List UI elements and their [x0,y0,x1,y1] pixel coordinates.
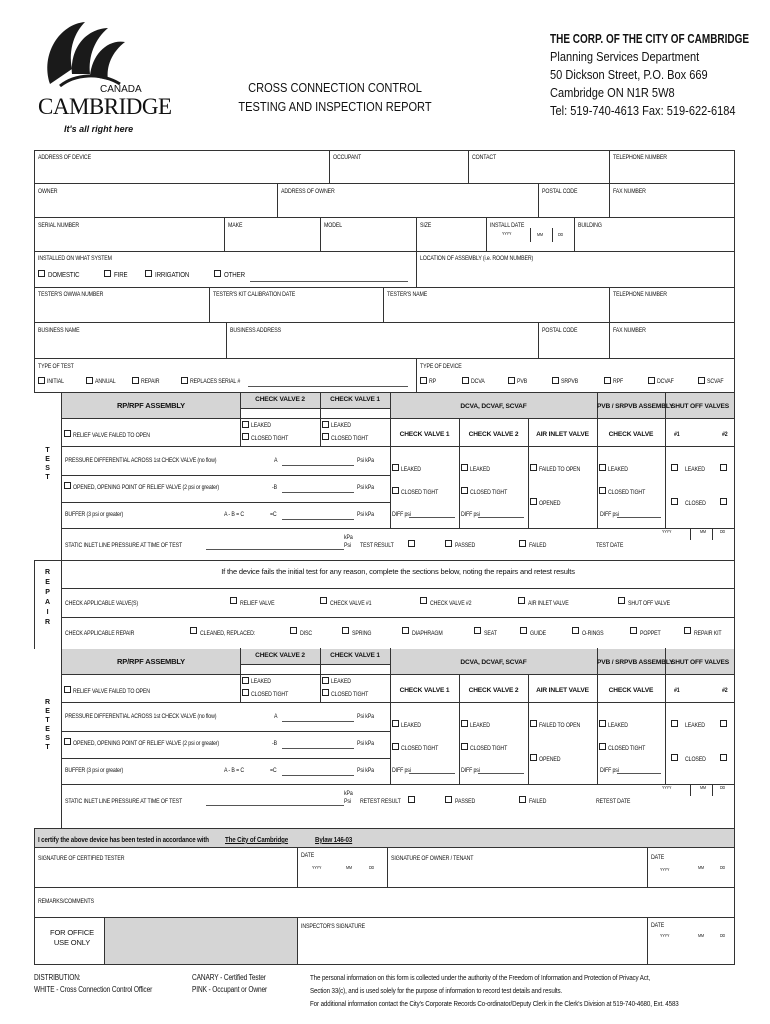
test-pvb-closed-label: CLOSED TIGHT [608,489,646,496]
retest-so1-leaked-checkbox[interactable] [671,720,678,727]
footer-canary: CANARY - Certified Tester [192,973,266,982]
test-date-mm: MM [700,529,706,534]
test-so-leaked-label: LEAKED [685,466,705,473]
retest-pvb-leaked-label: LEAKED [608,722,628,729]
dcvaf-label: DCVAF [657,378,674,385]
test-b-input[interactable] [282,492,354,493]
other-input[interactable] [250,281,408,282]
fax2-field[interactable]: FAX NUMBER [613,327,646,334]
rp-label: RP [429,378,437,385]
annual-label: ANNUAL [95,378,116,385]
retest-date-mm: MM [700,785,706,790]
retest-cv2-head: CHECK VALVE 2 [255,652,305,659]
test-b-label: -B [272,484,277,491]
retest-a-label: A [274,713,278,720]
city-logo [30,14,172,139]
rpf-label: RPF [613,378,624,385]
pvb-label: PVB [517,378,528,385]
certified-tester-signature[interactable]: SIGNATURE OF CERTIFIED TESTER [38,855,125,862]
relief-valve-label: RELIEF VALVE [240,600,275,607]
testers-owwa-field[interactable]: TESTER'S OWWA NUMBER [38,291,104,298]
retest-cv2-leaked-checkbox[interactable] [242,677,249,684]
replaces-label: REPLACES SERIAL # [190,378,241,385]
replaces-checkbox[interactable] [181,377,188,384]
office-date-mm: MM [698,933,704,938]
test-pvb-leaked-checkbox[interactable] [599,464,606,471]
retest-air-opened-checkbox[interactable] [530,754,537,761]
cv1-repair-label: CHECK VALVE #1 [330,600,372,607]
annual-checkbox[interactable] [86,377,93,384]
other-checkbox[interactable] [214,270,221,277]
retest-air-failed-checkbox[interactable] [530,720,537,727]
retest-so2-closed-checkbox[interactable] [720,754,727,761]
logo-swirl-icon [30,14,150,94]
retest-a-input[interactable] [282,721,354,722]
retest-so1-closed-checkbox[interactable] [671,754,678,761]
repair-side-label: R E P A I R [45,569,50,626]
fax-field[interactable]: FAX NUMBER [613,188,646,195]
retest-kpa-label: kPa [344,790,353,797]
type-of-device-label: TYPE OF DEVICE [420,363,462,370]
owner-date-label[interactable]: DATE [651,854,665,861]
test-date-dd: DD [720,529,726,534]
test-psi-kpa-c: Psi kPa [357,511,374,518]
test-n2-head: #2 [722,431,728,438]
test-cv2-closed-checkbox[interactable] [242,433,249,440]
test-kpa-label: kPa [344,534,353,541]
retest-section [34,648,735,828]
address-of-owner-field[interactable]: ADDRESS OF OWNER [281,188,335,195]
install-mm: MM [537,232,543,237]
retest-pvb-closed-label: CLOSED TIGHT [608,745,646,752]
owner-date-dd: DD [720,865,726,870]
fire-checkbox[interactable] [104,270,111,277]
retest-failed-checkbox[interactable] [519,796,526,803]
make-field[interactable]: MAKE [228,222,243,229]
business-address-field[interactable]: BUSINESS ADDRESS [230,327,282,334]
install-date-field[interactable]: INSTALL DATE [490,222,525,229]
spring-checkbox[interactable] [342,627,349,634]
retest-dc1-leaked-checkbox[interactable] [392,720,399,727]
repair-note: If the device fails the initial test for any reason, complete the sections below, noting the repairs and retest results [221,567,575,576]
office-date-label[interactable]: DATE [651,922,665,929]
test-cv1-closed-checkbox[interactable] [322,433,329,440]
pvb-checkbox[interactable] [508,377,515,384]
test-buffer-label: BUFFER (3 psi or greater) [65,511,124,518]
test-dc1-diff-input[interactable] [409,517,455,518]
domestic-label: DOMESTIC [48,270,80,279]
retest-date-dd: DD [720,785,726,790]
office-date-dd: DD [720,933,726,938]
page-title: CROSS CONNECTION CONTROL TESTING AND INSPECTION REPORT [238,80,432,114]
footer-white: WHITE - Cross Connection Control Officer [34,985,153,994]
retest-check-valve-head: CHECK VALVE [608,687,654,694]
retest-cv1-head: CHECK VALVE 1 [330,652,380,659]
retest-so-closed-label: CLOSED [685,756,706,763]
retest-passed-checkbox[interactable] [445,796,452,803]
retest-so-leaked-label: LEAKED [685,722,705,729]
owner-date-yyyy: YYYY [660,867,670,872]
retest-cv1-leaked-checkbox[interactable] [322,677,329,684]
check-valves-label: CHECK APPLICABLE VALVE(S) [65,600,139,607]
retest-pressure-diff-label: PRESSURE DIFFERENTIAL ACROSS 1st CHECK VALVE (no flow) [65,713,217,720]
retest-psi-kpa-c: Psi kPa [357,767,374,774]
diaphragm-label: DIAPHRAGM [412,630,443,637]
retest-cv1-leaked-label: LEAKED [331,678,351,685]
location-field[interactable]: LOCATION OF ASSEMBLY (i.e. ROOM NUMBER) [420,255,534,262]
testers-name-field[interactable]: TESTER'S NAME [387,291,428,298]
footer-distribution: DISTRIBUTION: [34,973,81,982]
retest-relief-failed-checkbox[interactable] [64,686,71,693]
test-cv2-leaked-label: LEAKED [251,422,271,429]
retest-air-failed-label: FAILED TO OPEN [539,722,581,729]
office-use-label: FOR OFFICE USE ONLY [50,928,94,947]
test-relief-failed-checkbox[interactable] [64,430,71,437]
retest-dc2-diff-label: DIFF psi [461,767,480,774]
cv2-repair-label: CHECK VALVE #2 [430,600,472,607]
shut-off-repair-checkbox[interactable] [618,597,625,604]
test-pressure-diff-label: PRESSURE DIFFERENTIAL ACROSS 1st CHECK VALVE (no flow) [65,457,217,464]
retest-dc2-diff-input[interactable] [478,773,524,774]
test-so1-closed-checkbox[interactable] [671,498,678,505]
owner-date-mm: MM [698,865,704,870]
test-cv2-closed-label: CLOSED TIGHT [251,435,289,442]
seat-label: SEAT [484,630,497,637]
scvaf-label: SCVAF [707,378,724,385]
replaces-serial-input[interactable] [248,386,408,387]
footer-privacy-3: For additional information contact the City's Corporate Records Co-ordinator/Deputy Clerk in the Clerk's Division at 519-740-4680, Ext. 4583 [310,999,679,1008]
owner-tenant-signature[interactable]: SIGNATURE OF OWNER / TENANT [391,855,474,862]
test-dc1-diff-label: DIFF psi [392,511,411,518]
tester-date-dd: DD [369,865,375,870]
spring-label: SPRING [352,630,372,637]
certify-text: I certify the above device has been tested in accordance with [38,835,209,844]
logo-country: CANADA [100,84,142,95]
cleaned-checkbox[interactable] [190,627,197,634]
retest-dc1-leaked-label: LEAKED [401,722,421,729]
diaphragm-checkbox[interactable] [402,627,409,634]
repair-label: REPAIR [141,378,160,385]
logo-tagline: It's all right here [64,124,134,134]
test-c-input[interactable] [282,519,354,520]
test-psi-kpa-b: Psi kPa [357,484,374,491]
size-field[interactable]: SIZE [420,222,432,229]
test-result-label: TEST RESULT [360,542,394,549]
test-dc-cv1-head: CHECK VALVE 1 [399,431,450,438]
test-static-inlet-label: STATIC INLET LINE PRESSURE AT TIME OF TEST [65,542,183,549]
repair-checkbox[interactable] [132,377,139,384]
dcva-label: DCVA [471,378,485,385]
repair-kit-label: REPAIR KIT [694,630,722,637]
test-air-failed-label: FAILED TO OPEN [539,466,581,473]
test-cv1-head: CHECK VALVE 1 [330,396,380,403]
test-dc-cv2-head: CHECK VALVE 2 [468,431,519,438]
owner-field[interactable]: OWNER [38,188,58,195]
telephone2-field[interactable]: TELEPHONE NUMBER [613,291,667,298]
air-inlet-repair-label: AIR INLET VALVE [528,600,569,607]
guide-checkbox[interactable] [520,627,527,634]
test-dc2-leaked-label: LEAKED [470,466,490,473]
logo-city: CAMBRIDGE [38,94,172,119]
retest-dc1-diff-input[interactable] [409,773,455,774]
retest-static-inlet-input[interactable] [206,805,344,806]
certify-bylaw: Bylaw 146-03 [315,835,353,844]
test-n1-head: #1 [674,431,680,438]
footer-pink: PINK - Occupant or Owner [192,985,268,994]
footer-privacy-1: The personal information on this form is collected under the authority of the Freedom of Information and Protection of Privacy Act, [310,973,651,982]
retest-cv2-closed-checkbox[interactable] [242,689,249,696]
test-psi-kpa-a: Psi kPa [357,457,374,464]
retest-pvb-diff-label: DIFF psi [600,767,619,774]
initial-checkbox[interactable] [38,377,45,384]
orings-label: O-RINGS [582,630,604,637]
address-of-device-field[interactable]: ADDRESS OF DEVICE [38,154,91,161]
retest-n1-head: #1 [674,687,680,694]
retest-pvb-leaked-checkbox[interactable] [599,720,606,727]
test-side-label: T E S T [45,447,50,481]
test-passed-label: PASSED [455,542,476,549]
retest-pvb-closed-checkbox[interactable] [599,743,606,750]
retest-dc1-closed-checkbox[interactable] [392,743,399,750]
retest-failed-label: FAILED [529,798,547,805]
test-dc2-closed-checkbox[interactable] [461,487,468,494]
shut-off-repair-label: SHUT OFF VALVE [628,600,670,607]
retest-shutoff-head: SHUT OFF VALVES [671,659,729,666]
orings-checkbox[interactable] [572,627,579,634]
tester-date-label[interactable]: DATE [301,852,315,859]
retest-cv1-closed-checkbox[interactable] [322,689,329,696]
retest-pvb-head: PVB / SRPVB ASSEMBLY [597,659,674,666]
relief-valve-checkbox[interactable] [230,597,237,604]
test-cv2-head: CHECK VALVE 2 [255,396,305,403]
domestic-checkbox[interactable] [38,270,45,277]
rp-checkbox[interactable] [420,377,427,384]
testers-kit-field[interactable]: TESTER'S KIT CALIBRATION DATE [213,291,296,298]
retest-dc1-closed-label: CLOSED TIGHT [401,745,439,752]
test-dc1-closed-checkbox[interactable] [392,487,399,494]
test-cv1-closed-label: CLOSED TIGHT [331,435,369,442]
test-pvb-diff-input[interactable] [617,517,661,518]
retest-pvb-diff-input[interactable] [617,773,661,774]
test-date-yyyy: YYYY [662,529,672,534]
test-cv1-leaked-label: LEAKED [331,422,351,429]
retest-cv2-closed-label: CLOSED TIGHT [251,691,289,698]
irrigation-checkbox[interactable] [145,270,152,277]
test-air-opened-checkbox[interactable] [530,498,537,505]
postal-code-field[interactable]: POSTAL CODE [542,188,578,195]
air-inlet-repair-checkbox[interactable] [518,597,525,604]
retest-b-input[interactable] [282,748,354,749]
test-dc2-diff-input[interactable] [478,517,524,518]
occupant-field[interactable]: OCCUPANT [333,154,362,161]
test-passed-checkbox[interactable] [445,540,452,547]
postal-code2-field[interactable]: POSTAL CODE [542,327,578,334]
test-so1-leaked-checkbox[interactable] [671,464,678,471]
test-result-input[interactable] [408,540,415,547]
poppet-label: POPPET [640,630,661,637]
test-cv1-leaked-checkbox[interactable] [322,421,329,428]
retest-rp-head: RP/RPF ASSEMBLY [116,657,186,666]
srpvb-checkbox[interactable] [552,377,559,384]
test-dc2-leaked-checkbox[interactable] [461,464,468,471]
retest-dc2-closed-label: CLOSED TIGHT [470,745,508,752]
retest-dc-cv1-head: CHECK VALVE 1 [399,687,450,694]
guide-label: GUIDE [530,630,546,637]
retest-passed-label: PASSED [455,798,476,805]
footer-privacy-2: Section 33(c), and is used solely for the purpose of information to record test details and results. [310,986,563,995]
retest-psi-kpa-a: Psi kPa [357,713,374,720]
other-label: OTHER [224,270,245,279]
test-air-inlet-head: AIR INLET VALVE [536,431,589,438]
retest-c-input[interactable] [282,775,354,776]
dcva-checkbox[interactable] [462,377,469,384]
tester-date-mm: MM [346,865,352,870]
test-c-label: =C [270,511,277,518]
building-field[interactable]: BUILDING [578,222,602,229]
test-shutoff-head: SHUT OFF VALVES [671,403,729,410]
serial-number-field[interactable]: SERIAL NUMBER [38,222,80,229]
cv2-repair-checkbox[interactable] [420,597,427,604]
retest-b-label: -B [272,740,277,747]
remarks-field[interactable]: REMARKS/COMMENTS [38,898,94,905]
retest-dc-cv2-head: CHECK VALVE 2 [468,687,519,694]
test-so-closed-label: CLOSED [685,500,706,507]
fire-label: FIRE [114,270,128,279]
telephone-field[interactable]: TELEPHONE NUMBER [613,154,667,161]
test-air-opened-label: OPENED [539,500,561,507]
retest-dc2-leaked-checkbox[interactable] [461,720,468,727]
retest-buffer-label: BUFFER (3 psi or greater) [65,767,124,774]
test-pvb-closed-checkbox[interactable] [599,487,606,494]
retest-cv1-closed-label: CLOSED TIGHT [331,691,369,698]
test-dc1-leaked-label: LEAKED [401,466,421,473]
initial-label: INITIAL [47,378,64,385]
disc-label: DISC [300,630,313,637]
retest-dc2-leaked-label: LEAKED [470,722,490,729]
retest-air-inlet-head: AIR INLET VALVE [536,687,589,694]
cv1-repair-checkbox[interactable] [320,597,327,604]
test-so2-leaked-checkbox[interactable] [720,464,727,471]
seat-checkbox[interactable] [474,627,481,634]
test-dc1-closed-label: CLOSED TIGHT [401,489,439,496]
test-so2-closed-checkbox[interactable] [720,498,727,505]
model-field[interactable]: MODEL [324,222,343,229]
retest-opened-point-label: OPENED, OPENING POINT OF RELIEF VALVE (2 psi or greater) [73,740,219,747]
irrigation-label: IRRIGATION [155,270,190,279]
retest-air-opened-label: OPENED [539,756,561,763]
test-a-label: A [274,457,278,464]
test-failed-label: FAILED [529,542,547,549]
test-dcva-head: DCVA, DCVAF, SCVAF [460,403,527,410]
test-failed-checkbox[interactable] [519,540,526,547]
retest-n2-head: #2 [722,687,728,694]
test-rp-head: RP/RPF ASSEMBLY [116,401,186,410]
check-repair-label: CHECK APPLICABLE REPAIR [65,630,135,637]
type-of-test-label: TYPE OF TEST [38,363,74,370]
test-air-failed-checkbox[interactable] [530,464,537,471]
office-date-yyyy: YYYY [660,933,670,938]
test-abc-label: A - B = C [224,511,245,518]
retest-result-input[interactable] [408,796,415,803]
test-pvb-diff-label: DIFF psi [600,511,619,518]
inspector-signature[interactable]: INSPECTOR'S SIGNATURE [301,923,366,930]
test-section [34,392,735,560]
test-relief-failed-label: RELIEF VALVE FAILED TO OPEN [73,432,150,439]
business-name-field[interactable]: BUSINESS NAME [38,327,80,334]
retest-result-label: RETEST RESULT [360,798,401,805]
test-cv2-leaked-checkbox[interactable] [242,421,249,428]
retest-date-label: RETEST DATE [596,798,631,805]
install-dd: DD [558,232,564,237]
test-psi-label: Psi [344,542,351,549]
retest-side-label: R E T E S T [45,699,50,751]
repair-kit-checkbox[interactable] [684,627,691,634]
installed-on-label: INSTALLED ON WHAT SYSTEM [38,255,112,262]
test-pvb-leaked-label: LEAKED [608,466,628,473]
rpf-checkbox[interactable] [604,377,611,384]
retest-dcva-head: DCVA, DCVAF, SCVAF [460,659,527,666]
retest-psi-kpa-b: Psi kPa [357,740,374,747]
test-date-label: TEST DATE [596,542,624,549]
retest-dc2-closed-checkbox[interactable] [461,743,468,750]
test-opened-point-label: OPENED, OPENING POINT OF RELIEF VALVE (2 psi or greater) [73,484,219,491]
test-static-inlet-input[interactable] [206,549,344,550]
test-pvb-head: PVB / SRPVB ASSEMBLY [597,403,674,410]
test-opened-point-checkbox[interactable] [64,482,71,489]
test-dc2-diff-label: DIFF psi [461,511,480,518]
retest-abc-label: A - B = C [224,767,245,774]
dcvaf-checkbox[interactable] [648,377,655,384]
retest-date-yyyy: YYYY [662,785,672,790]
scvaf-checkbox[interactable] [698,377,705,384]
test-dc2-closed-label: CLOSED TIGHT [470,489,508,496]
certify-city: The City of Cambridge [225,835,289,844]
poppet-checkbox[interactable] [630,627,637,634]
cleaned-label: CLEANED, REPLACED: [200,630,256,637]
tester-date-yyyy: YYYY [312,865,322,870]
retest-relief-failed-label: RELIEF VALVE FAILED TO OPEN [73,688,150,695]
test-a-input[interactable] [282,465,354,466]
test-dc1-leaked-checkbox[interactable] [392,464,399,471]
test-check-valve-head: CHECK VALVE [608,431,654,438]
retest-c-label: =C [270,767,277,774]
retest-so2-leaked-checkbox[interactable] [720,720,727,727]
contact-field[interactable]: CONTACT [472,154,497,161]
org-address: THE CORP. OF THE CITY OF CAMBRIDGE Planning Services Department 50 Dickson Street, P.O. Box 669 Cambridge ON N1R 5W8 Tel: 519-740-4613 Fax: 519-622-6184 [550,32,750,118]
retest-dc1-diff-label: DIFF psi [392,767,411,774]
retest-cv2-leaked-label: LEAKED [251,678,271,685]
retest-opened-point-checkbox[interactable] [64,738,71,745]
retest-static-inlet-label: STATIC INLET LINE PRESSURE AT TIME OF TEST [65,798,183,805]
disc-checkbox[interactable] [290,627,297,634]
srpvb-label: SRPVB [561,378,579,385]
retest-psi-label: Psi [344,798,351,805]
install-yyyy: YYYY [502,231,512,236]
